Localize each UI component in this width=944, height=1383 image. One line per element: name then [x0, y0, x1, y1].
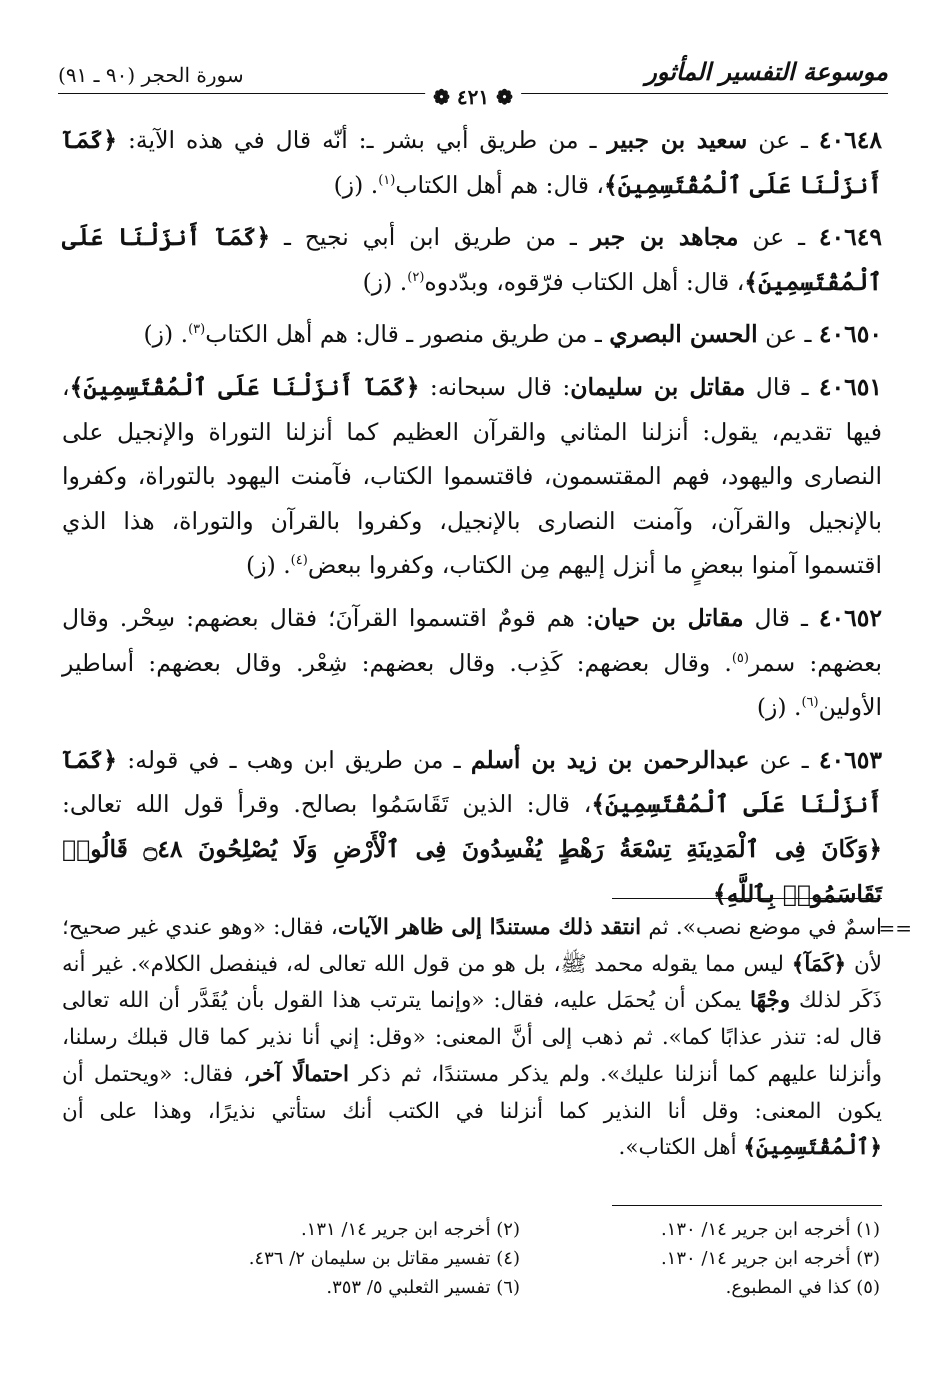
references-separator [612, 1205, 882, 1206]
body-text: ـ من طريق منصور ـ قال: هم أهل الكتاب [205, 320, 610, 349]
body-text: يمكن أن يُحمَل عليه، فقال: «وإنما يترتب هذا القول بأن يُقَدَّر أن الله تعالى قال له: تنذر عذابًا كما». ثم ذهب إلى أنَّ المعنى: «وقل: إني أنا نذير كما قال قبلك رسلنا، وأنزلنا عليهم كما أنزلنا عليك». ولم يذكر مستندًا، ثم ذكر [62, 988, 883, 1087]
body-text: : قال سبحانه: [419, 372, 571, 401]
footnote-commentary [62, 910, 912, 1167]
reference-item: (٤) تفسير مقاتل بن سليمان ٢/ ٤٣٦. [248, 1248, 520, 1269]
body-text: . (ز) [143, 320, 189, 349]
emphasis-text: عبدالرحمن بن زيد بن أسلم [470, 745, 750, 774]
emphasis-text: احتمالًا آخر [250, 1061, 350, 1087]
entry-number: ٤٠٦٤٩ [818, 223, 882, 252]
body-text: . (ز) [756, 693, 802, 722]
body-text: أهل الكتاب». [618, 1135, 744, 1161]
entry-number: ٤٠٦٥١ [818, 372, 882, 401]
footnote-ref: (٢) [407, 269, 425, 285]
commentary-body [62, 910, 882, 1167]
emphasis-text: مقاتل بن سليمان [570, 372, 746, 401]
emphasis-text: ﴿كَمَآ أَنزَلْنَا عَلَى ٱلْمُقْتَسِمِينَ﴾ [62, 745, 882, 819]
body-text: ـ عن [747, 126, 819, 154]
body-text: اسمٌ في موضع نصب». ثم [641, 915, 882, 940]
hadith-entry [62, 312, 882, 357]
book-title: موسوعة التفسير المأثور [645, 57, 888, 86]
body-text: ، قال: هم أهل الكتاب [395, 170, 605, 199]
footnote-ref: (١) [378, 172, 396, 188]
hadith-entry [62, 365, 882, 588]
body-text: ، فقال: «وهو عندي غير صحيح؛ لأن [62, 915, 882, 977]
body-text: : هم قومٌ اقتسموا القرآنَ؛ فقال بعضهم: سِحْر. وقال بعضهم: سمر [62, 603, 882, 677]
body-text: . وقال بعضهم: كَذِب. وقال بعضهم: شِعْر. وقال بعضهم: أساطير الأولين [62, 648, 882, 722]
body-text: . (ز) [246, 551, 291, 580]
footnote-ref: (٤) [290, 553, 308, 569]
body-text: ليس مما يقوله محمد ﷺ، بل هو من قول الله تعالى له، فينفصل الكلام». غير أنه ذَكَر لذلك [62, 951, 882, 1014]
surah-label: سورة الحجر (٩٠ ـ ٩١) [58, 63, 244, 87]
emphasis-text: ﴿وَكَانَ فِى ٱلْمَدِينَةِ تِسْعَةُ رَهْطٍ يُفْسِدُونَ فِى ٱلْأَرْضِ وَلَا يُصْلِحُونَ ۝٤٨ قَالُوا۟ تَقَاسَمُوا۟ بِٱللَّهِ﴾ [62, 834, 882, 908]
footnote-references [200, 1215, 880, 1302]
footnote-ref: (٣) [188, 322, 206, 338]
emphasis-text: ﴿ٱلْمُقْتَسِمِينَ﴾ [743, 1135, 882, 1161]
entry-number: ٤٠٦٥٢ [818, 603, 882, 632]
emphasis-text: انتقد ذلك مستندًا إلى ظاهر الآيات [337, 915, 642, 940]
footnote-ref: (٦) [801, 695, 819, 711]
body-text: ، فقال: «ويحتمل أن يكون المعنى: وقل أنا النذير كما أنزلنا في الكتب أنك ستأتي نذيرًا، وهذا على أن [62, 1061, 882, 1124]
reference-item: (٣) أخرجه ابن جرير ١٤/ ١٣٠. [660, 1248, 880, 1269]
body-text: ـ عن [757, 320, 819, 349]
entry-number: ٤٠٦٥٣ [818, 745, 882, 774]
emphasis-text: ﴿كَمَآ أَنزَلْنَا عَلَى ٱلْمُقْتَسِمِينَ﴾ [62, 126, 882, 199]
page-number: ❁ ٤٢١ ❁ [425, 85, 521, 109]
footnote-separator [612, 898, 882, 899]
page-header [58, 55, 888, 107]
entry-number: ٤٠٦٥٠ [818, 320, 882, 349]
body-text: ـ عن [738, 223, 819, 252]
body-text: ـ من طريق ابن أبي نجيح ـ [270, 223, 591, 252]
body-text: ـ من طريق أبي بشر ـ: أنّه قال في هذه الآية: [117, 126, 608, 154]
body-text: ـ قال [745, 372, 819, 401]
hadith-entry [62, 596, 882, 730]
body-text: . (ز) [362, 267, 408, 296]
emphasis-text: ﴿كَمَآ أَنزَلْنَا عَلَى ٱلْمُقْتَسِمِينَ﴾ [62, 223, 882, 296]
hadith-entry [62, 215, 882, 304]
footnote-ref: (٥) [731, 650, 749, 666]
emphasis-text: سعيد بن جبير [607, 126, 748, 154]
body-text: ، قال: الذين تَقَاسَمُوا بصالح. وقرأ قول الله تعالى: [62, 790, 592, 819]
body-text: ـ قال [743, 603, 819, 632]
reference-item: (١) أخرجه ابن جرير ١٤/ ١٣٠. [660, 1219, 880, 1240]
reference-item: (٦) تفسير الثعلبي ٥/ ٣٥٣. [326, 1277, 520, 1298]
body-text: ، قال: أهل الكتاب فرّقوه، وبدّدوه [424, 267, 745, 296]
body-text: . (ز) [333, 170, 379, 199]
hadith-entry [62, 118, 882, 207]
emphasis-text: ﴿كَمَآ أَنزَلْنَا عَلَى ٱلْمُقْتَسِمِينَ﴾ [69, 372, 420, 401]
emphasis-text: ﴿كَمَآ﴾ [791, 951, 847, 977]
emphasis-text: مقاتل بن حيان [593, 603, 744, 632]
emphasis-text: وجْهًا [749, 988, 791, 1014]
emphasis-text: الحسن البصري [609, 320, 758, 349]
reference-item: (٥) كذا في المطبوع. [725, 1277, 880, 1298]
emphasis-text: مجاهد بن جبر [590, 223, 739, 252]
hadith-entry [62, 738, 882, 916]
entry-number: ٤٠٦٤٨ [818, 126, 882, 154]
body-text: ـ عن [749, 745, 819, 774]
body-text: ـ من طريق ابن وهب ـ في قوله: [117, 745, 471, 774]
continuation-mark: == [878, 916, 912, 940]
page-number-value: ٤٢١ [456, 85, 490, 109]
body-text: ، فيها تقديم، يقول: أنزلنا المثاني والقرآن العظيم كما أنزلنا التوراة والإنجيل على النصارى واليهود، فهم المقتسمون، فاقتسموا الكتاب، فآمنت اليهود بالتوراة، وكفروا بالإنجيل والقرآن، وآمنت النصارى بالإنجيل، وكفروا بالقرآن والتوراة، هذا الذي اقتسموا آمنوا ببعضٍ ما أنزل إليهم مِن الكتاب، وكفروا ببعض [62, 372, 882, 580]
main-text [62, 118, 882, 924]
reference-item: (٢) أخرجه ابن جرير ١٤/ ١٣١. [300, 1219, 520, 1240]
